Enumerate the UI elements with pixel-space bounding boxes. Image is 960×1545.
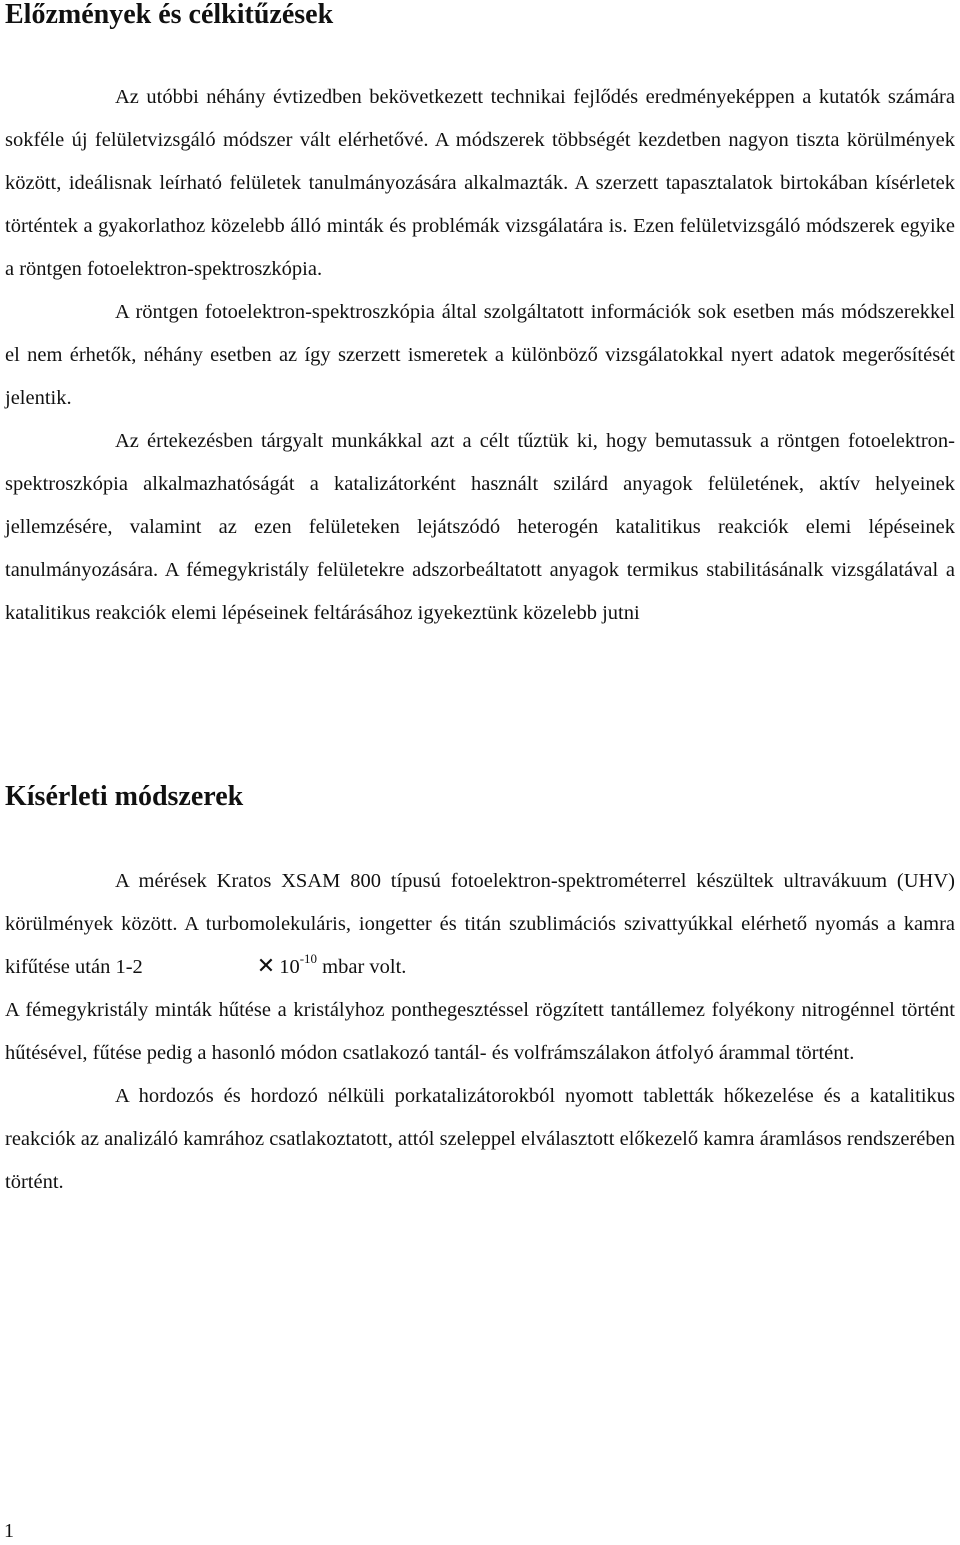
paragraph-cooling: A fémegykristály minták hűtése a kristályhoz ponthegesztéssel rögzített tantállemez folyékony nitrogénnel történt hűtésével, fűtése pedig a hasonló módon csatlakozó tantál- és volfrámszálakon átfolyó árammal történt. — [5, 999, 955, 1064]
section-body-methods — [5, 860, 955, 1204]
section-title-methods: Kísérleti módszerek — [5, 781, 244, 812]
pressure-base: 10 — [279, 956, 300, 978]
paragraph-equipment — [5, 860, 955, 989]
pressure-exponent: -10 — [299, 951, 318, 967]
paragraph-3: Az értekezésben tárgyalt munkákkal azt a célt tűztük ki, hogy bemutassuk a röntgen fotoelektron-spektroszkópia alkalmazhatóságát a katalizátorként használt szilárd anyagok felületének, aktív helyeinek jellemzésére, valamint az ezen felületeken lejátszódó heterogén katalitikus reakciók elemi lépéseinek tanulmányozására. A fémegykristály felületekre adszorbeáltatott anyagok termikus stabilitásánalk vizsgálatával a katalitikus reakciók elemi lépéseinek feltárásához igyekeztünk közelebb jutni — [5, 430, 955, 624]
section-title-preliminaries: Előzmények és célkitűzések — [5, 0, 334, 30]
paragraph-pretreatment: A hordozós és hordozó nélküli porkatalizátorokból nyomott tabletták hőkezelése és a katalitikus reakciók az analizáló kamrához csatlakoztatott, attól szeleppel elválasztott előkezelő kamra áramlásos rendszerében történt. — [5, 1085, 955, 1193]
paragraph-2: A röntgen fotoelektron-spektroszkópia által szolgáltatott információk sok esetben más módszerekkel el nem érhetők, néhány esetben az így szerzett ismeretek a különböző vizsgálatokkal nyert adatok megerősítését jelentik. — [5, 301, 955, 409]
equipment-text: A mérések Kratos XSAM 800 típusú fotoelektron-spektrométerrel készültek ultravákuum (UHV) körülmények között. A turbomolekuláris, iongetter és titán szublimációs szivattyúkkal elérhető nyomás a kamra kifűtése után 1-2 — [5, 870, 955, 978]
section-body-preliminaries — [5, 76, 955, 635]
times-symbol: ✕ — [256, 953, 276, 978]
pressure-unit-text: mbar volt. — [322, 956, 407, 978]
page-number: 1 — [4, 1520, 14, 1542]
paragraph-1: Az utóbbi néhány évtizedben bekövetkezett technikai fejlődés eredményeképpen a kutatók számára sokféle új felületvizsgáló módszer vált elérhetővé. A módszerek többségét kezdetben nagyon tiszta körülmények között, ideálisnak leírható felületek tanulmányozására alkalmazták. A szerzett tapasztalatok birtokában kísérletek történtek a gyakorlathoz közelebb álló minták és problémák vizsgálatára is. Ezen felületvizsgáló módszerek egyike a röntgen fotoelektron-spektroszkópia. — [5, 86, 955, 280]
